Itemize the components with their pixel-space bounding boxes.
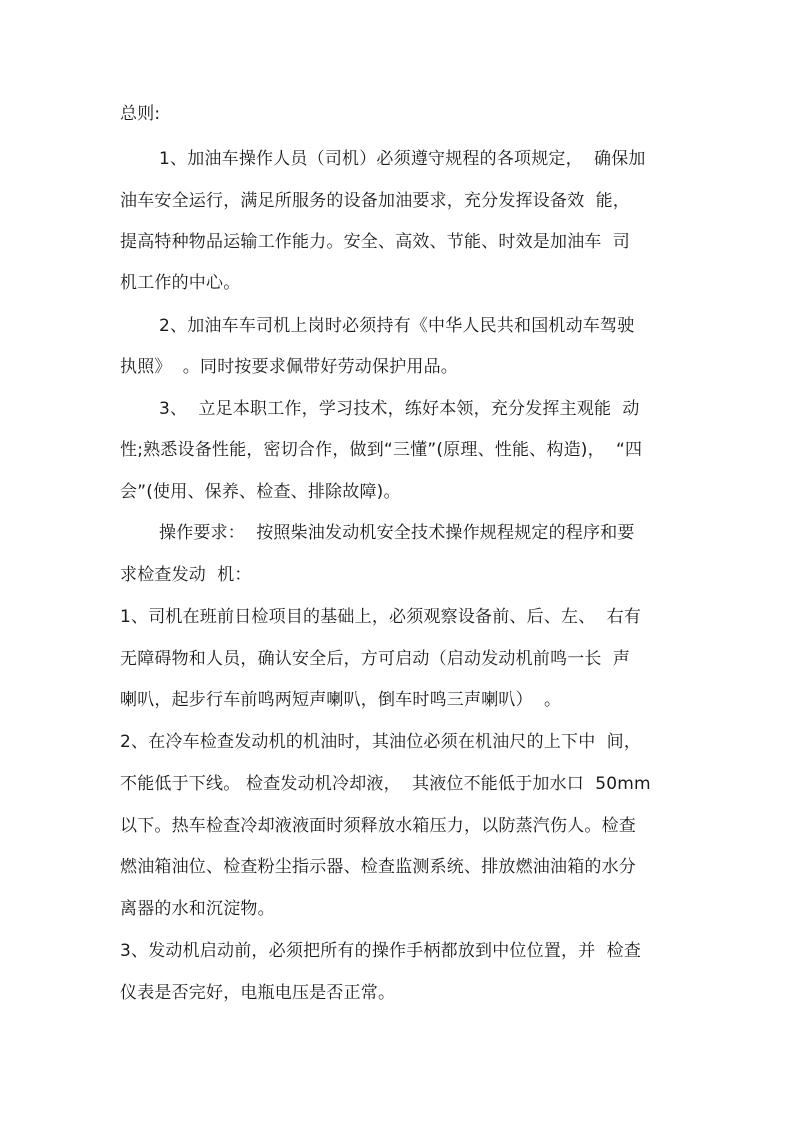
paragraph-line: 执照》 。同时按要求佩带好劳动保护用品。 xyxy=(120,357,459,377)
paragraph-line: 操作要求： 按照柴油发动机安全技术操作规程规定的程序和要 xyxy=(159,523,635,543)
paragraph-line: 机工作的中心。 xyxy=(120,273,241,293)
paragraph-line: 求检查发动 机： xyxy=(120,565,252,585)
paragraph-line: 喇叭，起步行车前鸣两短声喇叭，倒车时鸣三声喇叭） 。 xyxy=(120,690,562,710)
paragraph-line: 2、加油车车司机上岗时必须持有《中华人民共和国机动车驾驶 xyxy=(159,316,635,336)
paragraph-line: 3、 立足本职工作，学习技术，练好本领，充分发挥主观能 动 xyxy=(159,399,640,419)
paragraph-line: 燃油箱油位、检查粉尘指示器、检查监测系统、排放燃油油箱的水分 xyxy=(120,857,636,877)
paragraph-line: 性;熟悉设备性能，密切合作，做到“三懂”(原理、性能、构造)， “四 xyxy=(120,440,643,460)
paragraph-line: 不能低于下线。 检查发动机冷却液， 其液位不能低于加水口 50mm xyxy=(120,774,651,794)
paragraph-line: 仪表是否完好，电瓶电压是否正常。 xyxy=(120,983,396,1003)
paragraph-line: 1、加油车操作人员（司机）必须遵守规程的各项规定， 确保加 xyxy=(159,149,646,169)
paragraph-line: 离器的水和沉淀物。 xyxy=(120,899,275,919)
paragraph-line: 1、司机在班前日检项目的基础上，必须观察设备前、后、左、 右有 xyxy=(120,607,642,627)
paragraph-line: 会”(使用、保养、检查、排除故障)。 xyxy=(120,482,401,502)
paragraph-line: 3、发动机启动前，必须把所有的操作手柄都放到中位位置，并 检查 xyxy=(120,941,642,961)
paragraph-line: 以下。热车检查冷却液液面时须释放水箱压力，以防蒸汽伤人。检查 xyxy=(120,816,636,836)
section-heading: 总则: xyxy=(120,104,161,124)
paragraph-line: 油车安全运行，满足所服务的设备加油要求，充分发挥设备效 能， xyxy=(120,191,631,211)
paragraph-line: 提高特种物品运输工作能力。安全、高效、节能、时效是加油车 司 xyxy=(120,232,631,252)
paragraph-line: 2、在冷车检查发动机的机油时，其油位必须在机油尺的上下中 间， xyxy=(120,732,642,752)
paragraph-line: 无障碍物和人员，确认安全后，方可启动（启动发动机前鸣一长 声 xyxy=(120,649,631,669)
